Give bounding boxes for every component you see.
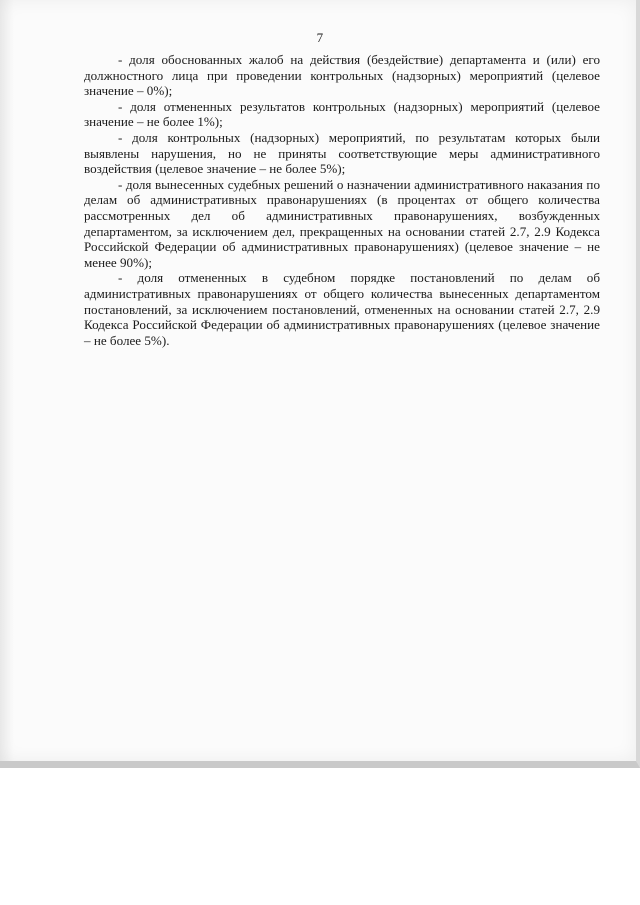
scan-shadow [0,0,14,761]
paragraph-violations-no-measures: - доля контрольных (надзорных) мероприятий, по результатам которых были выявлены нарушения, но не приняты соответствующие меры административного воздействия (целевое значение – не более 5%); [84,129,600,177]
paragraph-court-decisions: - доля вынесенных судебных решений о назначении административного наказания по делам об административных правонарушениях (в процентах от общего количества рассмотренных дел об административных правонарушениях, возбужденных департаментом, за исключением дел, прекращенных на основании статей 2.7, 2.9 Кодекса Российской Федерации об административных правонарушениях) (целевое значение – не менее 90%); [84,176,600,270]
paragraph-complaints: - доля обоснованных жалоб на действия (бездействие) департамента и (или) его должностного лица при проведении контрольных (надзорных) мероприятий (целевое значение – 0%); [84,52,600,99]
document-body [84,52,600,348]
page-number: 7 [316,30,324,45]
paragraph-cancelled-resolutions: - доля отмененных в судебном порядке постановлений по делам об административных правонарушениях от общего количества вынесенных департаментом постановлений, за исключением постановлений, отмененных на основании статей 2.7, 2.9 Кодекса Российской Федерации об административных правонарушениях (целевое значение – не более 5%). [84,270,600,348]
paragraph-cancelled-results: - доля отмененных результатов контрольных (надзорных) мероприятий (целевое значение – не более 1%); [84,98,600,130]
page-background [0,768,640,905]
